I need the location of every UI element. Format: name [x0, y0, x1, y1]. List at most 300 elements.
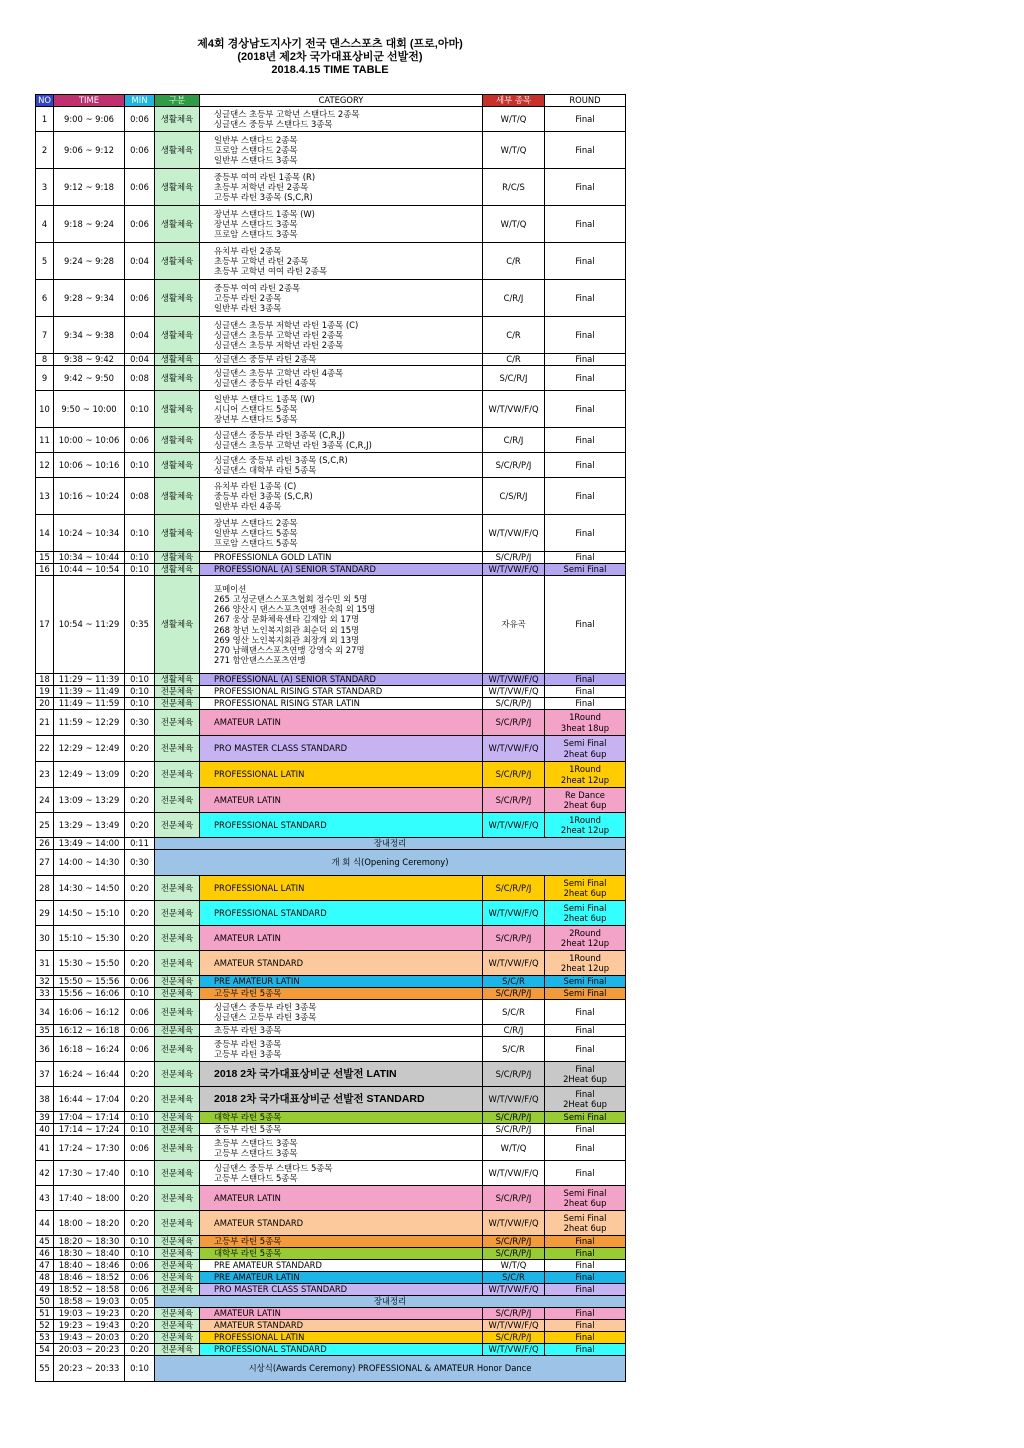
category-line: 271 함안댄스스포츠연맹 — [214, 655, 306, 666]
row-category — [200, 1320, 483, 1332]
row-min: 0:06 — [125, 428, 155, 453]
category-line: 싱글댄스 대학부 라틴 5종목 — [214, 465, 317, 475]
row-min: 0:10 — [125, 1248, 155, 1260]
row-round — [545, 1344, 626, 1356]
table-row — [36, 1112, 626, 1124]
category-line: PRE AMATEUR LATIN — [214, 1272, 300, 1283]
category-line: PRO MASTER CLASS STANDARD — [214, 1284, 348, 1295]
table-row — [36, 354, 626, 366]
row-no: 48 — [36, 1272, 54, 1284]
table-row — [36, 813, 626, 838]
row-round — [545, 1211, 626, 1236]
row-time: 9:42 ~ 9:50 — [54, 366, 125, 391]
round-line: Final — [575, 372, 595, 383]
row-no: 35 — [36, 1025, 54, 1037]
round-line: Final — [575, 1320, 595, 1331]
category-line: 프로암 스탠다드 2종목 — [214, 144, 298, 155]
category-line: PROFESSIONAL RISING STAR LATIN — [214, 698, 360, 709]
row-gubun: 전문체육 — [155, 1062, 200, 1087]
row-min: 0:10 — [125, 391, 155, 428]
row-round — [545, 926, 626, 951]
row-time: 10:06 ~ 10:16 — [54, 453, 125, 478]
round-line: Final — [575, 1284, 595, 1295]
round-line: Final — [575, 1088, 595, 1099]
row-no: 51 — [36, 1308, 54, 1320]
row-min: 0:10 — [125, 686, 155, 698]
table-row — [36, 552, 626, 564]
table-row — [36, 576, 626, 674]
row-no: 43 — [36, 1186, 54, 1211]
row-gubun: 생활체육 — [155, 391, 200, 428]
row-time: 18:30 ~ 18:40 — [54, 1248, 125, 1260]
row-category — [200, 1236, 483, 1248]
row-gubun: 전문체육 — [155, 926, 200, 951]
row-time: 18:40 ~ 18:46 — [54, 1260, 125, 1272]
row-category — [200, 576, 483, 674]
round-line: Semi Final — [563, 1112, 607, 1123]
row-min: 0:10 — [125, 674, 155, 686]
row-no: 15 — [36, 552, 54, 564]
round-line: Final — [575, 354, 595, 365]
category-line: PROFESSIONAL (A) SENIOR STANDARD — [214, 564, 377, 575]
row-category — [200, 1186, 483, 1211]
row-min: 0:30 — [125, 710, 155, 736]
row-gubun: 생활체육 — [155, 317, 200, 354]
row-no: 29 — [36, 901, 54, 926]
row-round — [545, 1320, 626, 1332]
row-category — [200, 951, 483, 976]
table-row — [36, 901, 626, 926]
category-line: AMATEUR LATIN — [214, 1192, 281, 1203]
row-no: 13 — [36, 478, 54, 515]
row-gubun: 전문체육 — [155, 1272, 200, 1284]
category-line: 싱글댄스 초등부 저학년 라틴 2종목 — [214, 340, 344, 351]
row-category — [200, 552, 483, 564]
table-row — [36, 788, 626, 813]
round-line: Final — [575, 255, 595, 266]
table-row — [36, 1037, 626, 1062]
category-line: 270 남해댄스스포츠연맹 강영숙 외 27명 — [214, 644, 365, 655]
row-time: 10:24 ~ 10:34 — [54, 515, 125, 552]
row-gubun: 전문체육 — [155, 788, 200, 813]
row-round — [545, 674, 626, 686]
category-line: 장년부 스탠다드 1종목 (W) — [214, 208, 315, 219]
row-round — [545, 736, 626, 762]
row-no: 17 — [36, 576, 54, 674]
row-category — [200, 428, 483, 453]
round-line: 1Round — [569, 814, 601, 825]
table-row — [36, 926, 626, 951]
row-min: 0:30 — [125, 850, 155, 876]
row-min: 0:20 — [125, 1062, 155, 1087]
row-detail: W/T/VW/F/Q — [483, 674, 545, 686]
round-line: 2heat 6up — [563, 800, 607, 810]
round-line: Final — [575, 1236, 595, 1247]
timetable-body — [36, 107, 626, 1382]
row-time: 16:06 ~ 16:12 — [54, 1000, 125, 1025]
row-time: 15:30 ~ 15:50 — [54, 951, 125, 976]
row-detail: W/T/Q — [483, 1136, 545, 1161]
row-min: 0:06 — [125, 1284, 155, 1296]
row-no: 18 — [36, 674, 54, 686]
round-line: Final — [575, 1142, 595, 1153]
row-min: 0:20 — [125, 1332, 155, 1344]
row-gubun: 생활체육 — [155, 280, 200, 317]
row-gubun: 전문체육 — [155, 1136, 200, 1161]
category-line: 싱글댄스 고등부 라틴 3종목 — [214, 1012, 317, 1022]
round-line: Final — [575, 218, 595, 229]
row-min: 0:10 — [125, 1236, 155, 1248]
category-line: PROFESSIONAL STANDARD — [214, 907, 327, 918]
row-gubun: 전문체육 — [155, 710, 200, 736]
row-min: 0:20 — [125, 813, 155, 838]
header-gubun: 구분 — [155, 95, 200, 107]
row-no: 19 — [36, 686, 54, 698]
category-line: 포메이션 — [214, 583, 247, 594]
category-line: 시니어 스탠다드 5종목 — [214, 403, 298, 414]
row-detail: C/S/R/J — [483, 478, 545, 515]
row-gubun: 전문체육 — [155, 976, 200, 988]
row-detail: R/C/S — [483, 169, 545, 206]
category-line: 싱글댄스 중등부 라틴 3종목 — [214, 1001, 317, 1012]
row-detail: S/C/R — [483, 1272, 545, 1284]
category-line: PROFESSIONAL (A) SENIOR STANDARD — [214, 674, 377, 685]
row-no: 37 — [36, 1062, 54, 1087]
category-line: AMATEUR LATIN — [214, 717, 281, 728]
row-detail: S/C/R/P/J — [483, 1308, 545, 1320]
row-detail: S/C/R/P/J — [483, 1332, 545, 1344]
row-min: 0:20 — [125, 951, 155, 976]
row-round — [545, 876, 626, 901]
row-category — [200, 280, 483, 317]
category-line: 일반부 라틴 4종목 — [214, 501, 282, 512]
row-no: 2 — [36, 132, 54, 169]
row-detail: S/C/R/P/J — [483, 1062, 545, 1087]
row-category — [200, 698, 483, 710]
category-line: PROFESSIONAL LATIN — [214, 1332, 305, 1343]
round-line: Final — [575, 292, 595, 303]
row-min: 0:35 — [125, 576, 155, 674]
row-detail: S/C/R/P/J — [483, 698, 545, 710]
table-row — [36, 428, 626, 453]
row-category — [200, 206, 483, 243]
row-special: 시상식(Awards Ceremony) PROFESSIONAL & AMATEUR Honor Dance — [155, 1356, 626, 1382]
row-detail: S/C/R/P/J — [483, 1124, 545, 1136]
row-detail: S/C/R/P/J — [483, 1112, 545, 1124]
row-category — [200, 813, 483, 838]
row-no: 47 — [36, 1260, 54, 1272]
row-min: 0:06 — [125, 206, 155, 243]
category-line: 초등부 고학년 라틴 2종목 — [214, 255, 309, 266]
round-line: Final — [575, 698, 595, 709]
table-row — [36, 1248, 626, 1260]
row-min: 0:20 — [125, 1308, 155, 1320]
row-detail: C/R/J — [483, 428, 545, 453]
row-time: 11:39 ~ 11:49 — [54, 686, 125, 698]
category-line: 고등부 스탠다드 3종목 — [214, 1148, 298, 1158]
row-no: 36 — [36, 1037, 54, 1062]
row-detail: W/T/VW/F/Q — [483, 736, 545, 762]
row-detail: W/T/VW/F/Q — [483, 1211, 545, 1236]
row-gubun: 생활체육 — [155, 206, 200, 243]
round-line: Final — [575, 144, 595, 155]
row-gubun: 전문체육 — [155, 901, 200, 926]
row-time: 14:00 ~ 14:30 — [54, 850, 125, 876]
row-time: 19:03 ~ 19:23 — [54, 1308, 125, 1320]
row-no: 27 — [36, 850, 54, 876]
category-line: 2018 2차 국가대표상비군 선발전 STANDARD — [214, 1092, 425, 1105]
row-detail: W/T/VW/F/Q — [483, 1161, 545, 1186]
round-line: Final — [575, 1006, 595, 1017]
row-no: 53 — [36, 1332, 54, 1344]
row-time: 18:46 ~ 18:52 — [54, 1272, 125, 1284]
category-line: 프로암 스탠다드 5종목 — [214, 538, 298, 549]
round-line: Re Dance — [565, 789, 605, 800]
row-detail: S/C/R/P/J — [483, 876, 545, 901]
category-line: 초등부 라틴 3종목 — [214, 1025, 282, 1036]
row-time: 20:03 ~ 20:23 — [54, 1344, 125, 1356]
category-line: PROFESSIONLA GOLD LATIN — [214, 552, 332, 563]
row-no: 34 — [36, 1000, 54, 1025]
row-gubun: 전문체육 — [155, 951, 200, 976]
row-gubun: 전문체육 — [155, 1211, 200, 1236]
round-line: Final — [575, 1260, 595, 1271]
row-time: 15:50 ~ 15:56 — [54, 976, 125, 988]
row-gubun: 전문체육 — [155, 1186, 200, 1211]
row-detail: W/T/VW/F/Q — [483, 951, 545, 976]
round-line: Final — [575, 490, 595, 501]
category-line: 중등부 여여 라틴 1종목 (R) — [214, 171, 316, 182]
row-time: 9:28 ~ 9:34 — [54, 280, 125, 317]
row-gubun: 전문체육 — [155, 686, 200, 698]
row-time: 13:09 ~ 13:29 — [54, 788, 125, 813]
header-round: ROUND — [545, 95, 626, 107]
row-min: 0:20 — [125, 736, 155, 762]
row-gubun: 전문체육 — [155, 1124, 200, 1136]
row-min: 0:04 — [125, 354, 155, 366]
row-round — [545, 576, 626, 674]
table-row — [36, 1320, 626, 1332]
category-line: AMATEUR LATIN — [214, 932, 281, 943]
row-min: 0:06 — [125, 280, 155, 317]
category-line: 고등부 라틴 2종목 — [214, 292, 282, 303]
row-gubun: 생활체육 — [155, 354, 200, 366]
row-gubun: 전문체육 — [155, 988, 200, 1000]
timetable — [35, 94, 626, 1382]
row-gubun: 전문체육 — [155, 876, 200, 901]
row-min: 0:06 — [125, 1260, 155, 1272]
row-category — [200, 788, 483, 813]
round-line: Final — [575, 1025, 595, 1036]
row-no: 45 — [36, 1236, 54, 1248]
row-time: 16:18 ~ 16:24 — [54, 1037, 125, 1062]
row-no: 24 — [36, 788, 54, 813]
row-round — [545, 453, 626, 478]
row-round — [545, 951, 626, 976]
row-time: 18:20 ~ 18:30 — [54, 1236, 125, 1248]
row-round — [545, 564, 626, 576]
round-line: Final — [575, 552, 595, 563]
category-line: 유치부 라틴 1종목 (C) — [214, 480, 297, 491]
category-line: AMATEUR STANDARD — [214, 1217, 304, 1228]
row-detail: S/C/R — [483, 1037, 545, 1062]
round-line: Final — [575, 1167, 595, 1178]
category-line: 268 창년 노인복지회관 최순덕 외 15명 — [214, 624, 360, 635]
row-time: 11:49 ~ 11:59 — [54, 698, 125, 710]
row-min: 0:10 — [125, 552, 155, 564]
row-no: 16 — [36, 564, 54, 576]
row-detail: C/R/J — [483, 280, 545, 317]
row-category — [200, 1087, 483, 1112]
row-category — [200, 1344, 483, 1356]
row-no: 22 — [36, 736, 54, 762]
table-row — [36, 1087, 626, 1112]
row-category — [200, 1248, 483, 1260]
row-gubun: 전문체육 — [155, 1260, 200, 1272]
row-gubun: 전문체육 — [155, 1248, 200, 1260]
row-detail: S/C/R/P/J — [483, 926, 545, 951]
row-time: 13:49 ~ 14:00 — [54, 838, 125, 850]
row-no: 32 — [36, 976, 54, 988]
row-no: 23 — [36, 762, 54, 788]
row-time: 15:10 ~ 15:30 — [54, 926, 125, 951]
row-time: 15:56 ~ 16:06 — [54, 988, 125, 1000]
row-no: 54 — [36, 1344, 54, 1356]
row-no: 49 — [36, 1284, 54, 1296]
row-round — [545, 478, 626, 515]
row-time: 11:29 ~ 11:39 — [54, 674, 125, 686]
category-line: AMATEUR STANDARD — [214, 1320, 304, 1331]
row-round — [545, 132, 626, 169]
row-category — [200, 107, 483, 132]
row-min: 0:10 — [125, 698, 155, 710]
round-line: Semi Final — [563, 1212, 607, 1223]
category-line: 일반부 스탠다드 2종목 — [214, 134, 298, 145]
row-min: 0:10 — [125, 1112, 155, 1124]
round-line: 1Round — [569, 952, 601, 963]
table-row — [36, 988, 626, 1000]
row-min: 0:06 — [125, 1000, 155, 1025]
table-row — [36, 710, 626, 736]
category-line: 초등부 저학년 라틴 2종목 — [214, 181, 309, 192]
table-row — [36, 1211, 626, 1236]
row-no: 7 — [36, 317, 54, 354]
category-line: 중등부 라틴 3종목 (S,C,R) — [214, 490, 313, 501]
round-line: 2heat 6up — [563, 1198, 607, 1208]
row-gubun: 전문체육 — [155, 698, 200, 710]
row-detail: W/T/VW/F/Q — [483, 1344, 545, 1356]
row-time: 12:29 ~ 12:49 — [54, 736, 125, 762]
round-line: Final — [575, 403, 595, 414]
category-line: 고등부 라틴 3종목 — [214, 1049, 282, 1059]
table-row — [36, 564, 626, 576]
header-time: TIME — [54, 95, 125, 107]
row-min: 0:06 — [125, 132, 155, 169]
category-line: 고등부 스탠다드 5종목 — [214, 1173, 298, 1183]
row-detail: S/C/R/J — [483, 366, 545, 391]
table-row — [36, 1308, 626, 1320]
row-round — [545, 1037, 626, 1062]
row-detail: S/C/R/P/J — [483, 710, 545, 736]
round-line: 3heat 18up — [560, 722, 610, 733]
round-line: Final — [575, 1063, 595, 1074]
row-round — [545, 1248, 626, 1260]
row-detail: W/T/Q — [483, 1260, 545, 1272]
row-detail: S/C/R/P/J — [483, 453, 545, 478]
row-round — [545, 1272, 626, 1284]
row-category — [200, 876, 483, 901]
row-min: 0:20 — [125, 762, 155, 788]
table-row — [36, 317, 626, 354]
table-row — [36, 1284, 626, 1296]
category-line: 싱글댄스 중등부 라틴 2종목 — [214, 354, 317, 365]
row-round — [545, 976, 626, 988]
row-no: 14 — [36, 515, 54, 552]
row-time: 9:12 ~ 9:18 — [54, 169, 125, 206]
row-category — [200, 1272, 483, 1284]
category-line: PROFESSIONAL LATIN — [214, 882, 305, 893]
row-gubun: 생활체육 — [155, 674, 200, 686]
round-line: Final — [575, 113, 595, 124]
row-time: 14:30 ~ 14:50 — [54, 876, 125, 901]
row-min: 0:10 — [125, 1124, 155, 1136]
row-time: 17:14 ~ 17:24 — [54, 1124, 125, 1136]
row-min: 0:20 — [125, 901, 155, 926]
category-line: 265 고성군댄스스포츠협회 정수민 외 5명 — [214, 593, 368, 604]
table-row — [36, 515, 626, 552]
row-no: 50 — [36, 1296, 54, 1308]
category-line: AMATEUR STANDARD — [214, 957, 304, 968]
row-round — [545, 1161, 626, 1186]
row-min: 0:06 — [125, 1037, 155, 1062]
table-row — [36, 1161, 626, 1186]
row-no: 42 — [36, 1161, 54, 1186]
row-round — [545, 1186, 626, 1211]
row-no: 11 — [36, 428, 54, 453]
category-line: 일반부 스탠다드 5종목 — [214, 527, 298, 538]
row-category — [200, 901, 483, 926]
round-line: Final — [575, 181, 595, 192]
table-row — [36, 1025, 626, 1037]
row-round — [545, 1332, 626, 1344]
row-detail: W/T/VW/F/Q — [483, 1320, 545, 1332]
table-row — [36, 838, 626, 850]
round-line: 2heat 12up — [560, 774, 610, 785]
row-min: 0:06 — [125, 1025, 155, 1037]
table-row — [36, 698, 626, 710]
row-no: 26 — [36, 838, 54, 850]
row-category — [200, 1000, 483, 1025]
row-category — [200, 1037, 483, 1062]
row-no: 52 — [36, 1320, 54, 1332]
table-row — [36, 1344, 626, 1356]
row-round — [545, 1124, 626, 1136]
row-time: 16:24 ~ 16:44 — [54, 1062, 125, 1087]
row-min: 0:06 — [125, 976, 155, 988]
row-no: 30 — [36, 926, 54, 951]
row-no: 28 — [36, 876, 54, 901]
row-time: 17:24 ~ 17:30 — [54, 1136, 125, 1161]
row-no: 9 — [36, 366, 54, 391]
category-line: 중등부 라틴 3종목 — [214, 1038, 282, 1049]
category-line: PROFESSIONAL LATIN — [214, 769, 305, 780]
round-line: 2heat 6up — [563, 888, 607, 898]
row-gubun: 생활체육 — [155, 576, 200, 674]
category-line: PROFESSIONAL RISING STAR STANDARD — [214, 686, 383, 697]
row-min: 0:05 — [125, 1296, 155, 1308]
row-category — [200, 1112, 483, 1124]
row-min: 0:20 — [125, 788, 155, 813]
